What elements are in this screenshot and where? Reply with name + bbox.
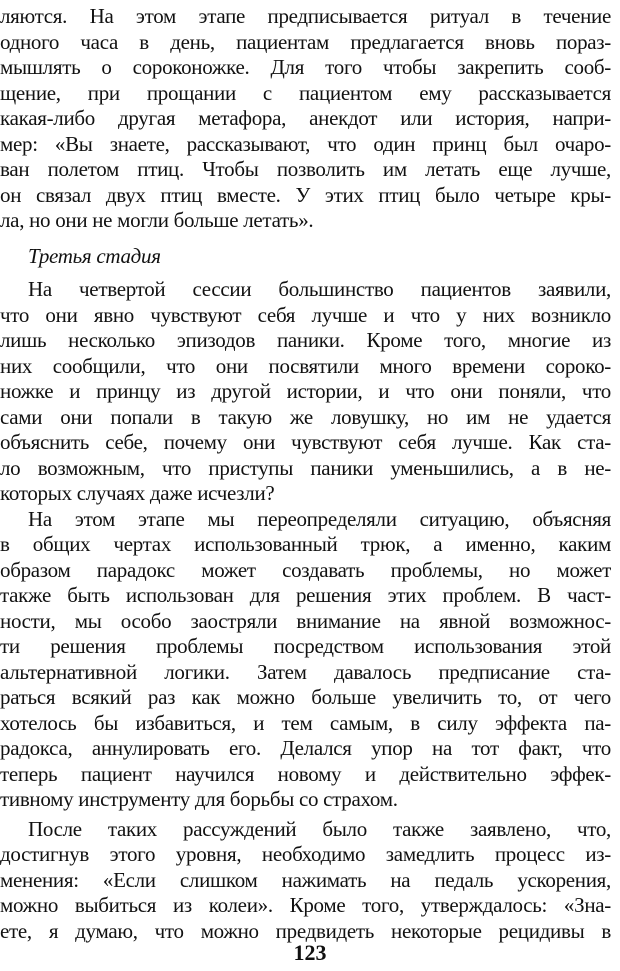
text-line: ла, но они не могли больше летать».: [0, 208, 314, 232]
text-line: мер: «Вы знаете, рассказывают, что один принц был очаро-: [0, 131, 611, 156]
text-line: щение, при прощании с пациентом ему рассказывается: [0, 80, 611, 105]
text-line: какая-либо другая метафора, анекдот или история, напри-: [0, 106, 611, 130]
text-line: них сообщили, что они посвятили много времени сороко-: [0, 353, 611, 378]
text-line: менения: «Если слишком нажимать на педаль ускорения,: [0, 867, 611, 892]
text-line: теперь пациент научился новому и действительно эффек-: [0, 761, 611, 786]
text-line: в общих чертах использованный трюк, а именно, каким: [0, 532, 611, 556]
text-line: ти решения проблемы посредством использования этой: [0, 634, 611, 658]
section-heading: Третья стадия: [28, 243, 161, 268]
text-line: лишь несколько эпизодов паники. Кроме того, многие из: [0, 328, 611, 352]
text-line: мышлять о сороконожке. Для того чтобы закрепить сооб-: [0, 55, 611, 79]
text-line: объяснить себе, почему они чувствуют себя лучше. Как ста-: [0, 430, 611, 454]
text-line: хотелось бы избавиться, и тем самым, в силу эффекта па-: [0, 710, 611, 735]
page-number: 123: [293, 940, 327, 965]
text-line: что они явно чувствуют себя лучше и что у них возникло: [0, 302, 611, 327]
text-line: ножке и принцу из другой истории, и что они поняли, что: [0, 379, 611, 403]
text-line: тивному инструменту для борьбы со страхом.: [0, 787, 398, 811]
text-line: также быть использован для решения этих проблем. В част-: [0, 583, 611, 607]
text-line: На четвертой сессии большинство пациентов заявили,: [28, 277, 611, 301]
text-line: одного часа в день, пациентам предлагается вновь пораз-: [0, 29, 611, 54]
text-line: раться всякий раз как можно больше увеличить то, от чего: [0, 685, 611, 709]
text-line: которых случаях даже исчезли?: [0, 481, 275, 505]
text-line: радокса, аннулировать его. Делался упор на тот факт, что: [0, 736, 611, 760]
text-line: ности, мы особо заостряли внимание на явной возможнос-: [0, 608, 611, 633]
text-line: образом парадокс может создавать проблемы, но может: [0, 557, 611, 582]
text-line: альтернативной логики. Затем давалось предписание ста-: [0, 659, 611, 684]
text-line: можно выбиться из колеи». Кроме того, утверждалось: «Зна-: [0, 893, 611, 917]
text-line: ете, я думаю, что можно предвидеть некоторые рецидивы в: [0, 918, 611, 943]
text-line: ляются. На этом этапе предписывается ритуал в течение: [0, 4, 611, 28]
text-line: достигнув этого уровня, необходимо замедлить процесс из-: [0, 842, 611, 866]
text-line: сами они попали в такую же ловушку, но им не удается: [0, 404, 611, 429]
text-line: ван полетом птиц. Чтобы позволить им летать еще лучше,: [0, 157, 611, 181]
text-line: На этом этапе мы переопределяли ситуацию, объясняя: [28, 506, 611, 531]
text-line: После таких рассуждений было также заявлено, что,: [28, 816, 611, 841]
text-line: ло возможным, что приступы паники уменьшились, а в не-: [0, 455, 611, 480]
text-line: он связал двух птиц вместе. У этих птиц было четыре кры-: [0, 182, 611, 207]
